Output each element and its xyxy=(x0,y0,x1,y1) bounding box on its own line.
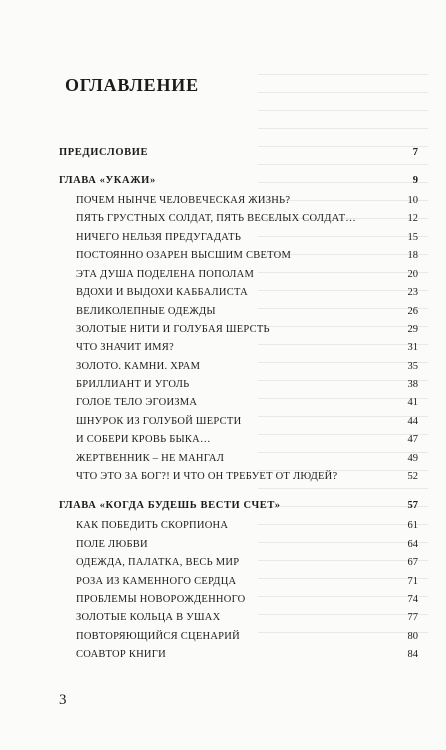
toc-item[interactable] xyxy=(0,376,446,394)
toc-item-title: ВЕЛИКОЛЕПНЫЕ ОДЕЖДЫ xyxy=(76,306,216,317)
toc-page-number: 35 xyxy=(407,361,418,372)
toc-page-number: 26 xyxy=(407,306,418,317)
toc-item-title: ЗОЛОТЫЕ КОЛЬЦА В УШАХ xyxy=(76,612,221,623)
toc-item-title: БРИЛЛИАНТ И УГОЛЬ xyxy=(76,379,190,390)
toc-page-number: 77 xyxy=(407,612,418,623)
toc-item-title: ПОЛЕ ЛЮБВИ xyxy=(76,539,148,550)
toc-item[interactable] xyxy=(0,591,446,609)
toc-item-title: ЧТО ЭТО ЗА БОГ?! И ЧТО ОН ТРЕБУЕТ ОТ ЛЮДЕЙ? xyxy=(76,471,338,482)
toc-page-number: 49 xyxy=(407,453,418,464)
toc-page-number: 31 xyxy=(407,342,418,353)
toc-item-title: ПРОБЛЕМЫ НОВОРОЖДЕННОГО xyxy=(76,594,246,605)
toc-item[interactable] xyxy=(0,210,446,228)
toc-item[interactable] xyxy=(0,573,446,591)
toc-section-title: ПРЕДИСЛОВИЕ xyxy=(59,147,149,158)
toc-item-title: РОЗА ИЗ КАМЕННОГО СЕРДЦА xyxy=(76,576,237,587)
toc-item-title: ПЯТЬ ГРУСТНЫХ СОЛДАТ, ПЯТЬ ВЕСЕЛЫХ СОЛДАТ… xyxy=(76,213,356,224)
toc-page-number: 47 xyxy=(407,434,418,445)
toc-item[interactable] xyxy=(0,628,446,646)
toc-item[interactable] xyxy=(0,536,446,554)
toc-item[interactable] xyxy=(0,646,446,664)
toc-item-title: ШНУРОК ИЗ ГОЛУБОЙ ШЕРСТИ xyxy=(76,416,242,427)
toc-page-number: 9 xyxy=(412,175,418,186)
toc-page-number: 71 xyxy=(407,576,418,587)
toc-page-number: 74 xyxy=(407,594,418,605)
toc-item-title: ГОЛОЕ ТЕЛО ЭГОИЗМА xyxy=(76,397,198,408)
toc-section-title: ГЛАВА «КОГДА БУДЕШЬ ВЕСТИ СЧЕТ» xyxy=(59,500,281,511)
toc-item[interactable] xyxy=(0,517,446,535)
toc-item-title: СОАВТОР КНИГИ xyxy=(76,649,166,660)
toc-section-title: ГЛАВА «УКАЖИ» xyxy=(59,175,156,186)
toc-page-number: 23 xyxy=(407,287,418,298)
toc-item[interactable] xyxy=(0,247,446,265)
toc-item[interactable] xyxy=(0,192,446,210)
toc-page-number: 52 xyxy=(407,471,418,482)
toc-section[interactable] xyxy=(0,144,446,162)
toc-page-number: 10 xyxy=(407,195,418,206)
toc-item[interactable] xyxy=(0,321,446,339)
toc-item[interactable] xyxy=(0,266,446,284)
toc-page-number: 44 xyxy=(407,416,418,427)
toc-page-number: 61 xyxy=(407,520,418,531)
toc-section[interactable] xyxy=(0,172,446,190)
toc-item[interactable] xyxy=(0,468,446,486)
toc-item-title: И СОБЕРИ КРОВЬ БЫКА… xyxy=(76,434,211,445)
toc-item[interactable] xyxy=(0,431,446,449)
toc-item-title: ЭТА ДУША ПОДЕЛЕНА ПОПОЛАМ xyxy=(76,269,255,280)
toc-page-number: 12 xyxy=(407,213,418,224)
toc-item[interactable] xyxy=(0,339,446,357)
toc-page-number: 80 xyxy=(407,631,418,642)
toc-item-title: ОДЕЖДА, ПАЛАТКА, ВЕСЬ МИР xyxy=(76,557,240,568)
toc-item-title: ЧТО ЗНАЧИТ ИМЯ? xyxy=(76,342,174,353)
toc-item[interactable] xyxy=(0,554,446,572)
toc-item[interactable] xyxy=(0,394,446,412)
page-number: 3 xyxy=(59,692,67,708)
toc-page-number: 38 xyxy=(407,379,418,390)
toc-page-number: 57 xyxy=(407,500,418,511)
toc-item[interactable] xyxy=(0,413,446,431)
toc-item[interactable] xyxy=(0,358,446,376)
toc-item-title: ВДОХИ И ВЫДОХИ КАББАЛИСТА xyxy=(76,287,248,298)
toc-item-title: КАК ПОБЕДИТЬ СКОРПИОНА xyxy=(76,520,229,531)
toc-item-title: ЖЕРТВЕННИК – НЕ МАНГАЛ xyxy=(76,453,225,464)
toc-item-title: ПОВТОРЯЮЩИЙСЯ СЦЕНАРИЙ xyxy=(76,631,240,642)
toc-title: ОГЛАВЛЕНИЕ xyxy=(65,75,199,95)
toc-page-number: 7 xyxy=(412,147,418,158)
toc-section[interactable] xyxy=(0,497,446,515)
toc-page-number: 18 xyxy=(407,250,418,261)
toc-item[interactable] xyxy=(0,303,446,321)
toc-page-number: 20 xyxy=(407,269,418,280)
toc-page-number: 67 xyxy=(407,557,418,568)
toc-item-title: ЗОЛОТО. КАМНИ. ХРАМ xyxy=(76,361,201,372)
toc-item[interactable] xyxy=(0,284,446,302)
toc-item-title: НИЧЕГО НЕЛЬЗЯ ПРЕДУГАДАТЬ xyxy=(76,232,242,243)
toc-item-title: ПОСТОЯННО ОЗАРЕН ВЫСШИМ СВЕТОМ xyxy=(76,250,292,261)
toc-item[interactable] xyxy=(0,609,446,627)
toc-item[interactable] xyxy=(0,450,446,468)
toc-page-number: 15 xyxy=(407,232,418,243)
toc-page-number: 29 xyxy=(407,324,418,335)
toc-item-title: ПОЧЕМ НЫНЧЕ ЧЕЛОВЕЧЕСКАЯ ЖИЗНЬ? xyxy=(76,195,291,206)
toc-item[interactable] xyxy=(0,229,446,247)
toc-page-number: 41 xyxy=(407,397,418,408)
toc-page-number: 84 xyxy=(407,649,418,660)
toc-item-title: ЗОЛОТЫЕ НИТИ И ГОЛУБАЯ ШЕРСТЬ xyxy=(76,324,270,335)
toc-page-number: 64 xyxy=(407,539,418,550)
